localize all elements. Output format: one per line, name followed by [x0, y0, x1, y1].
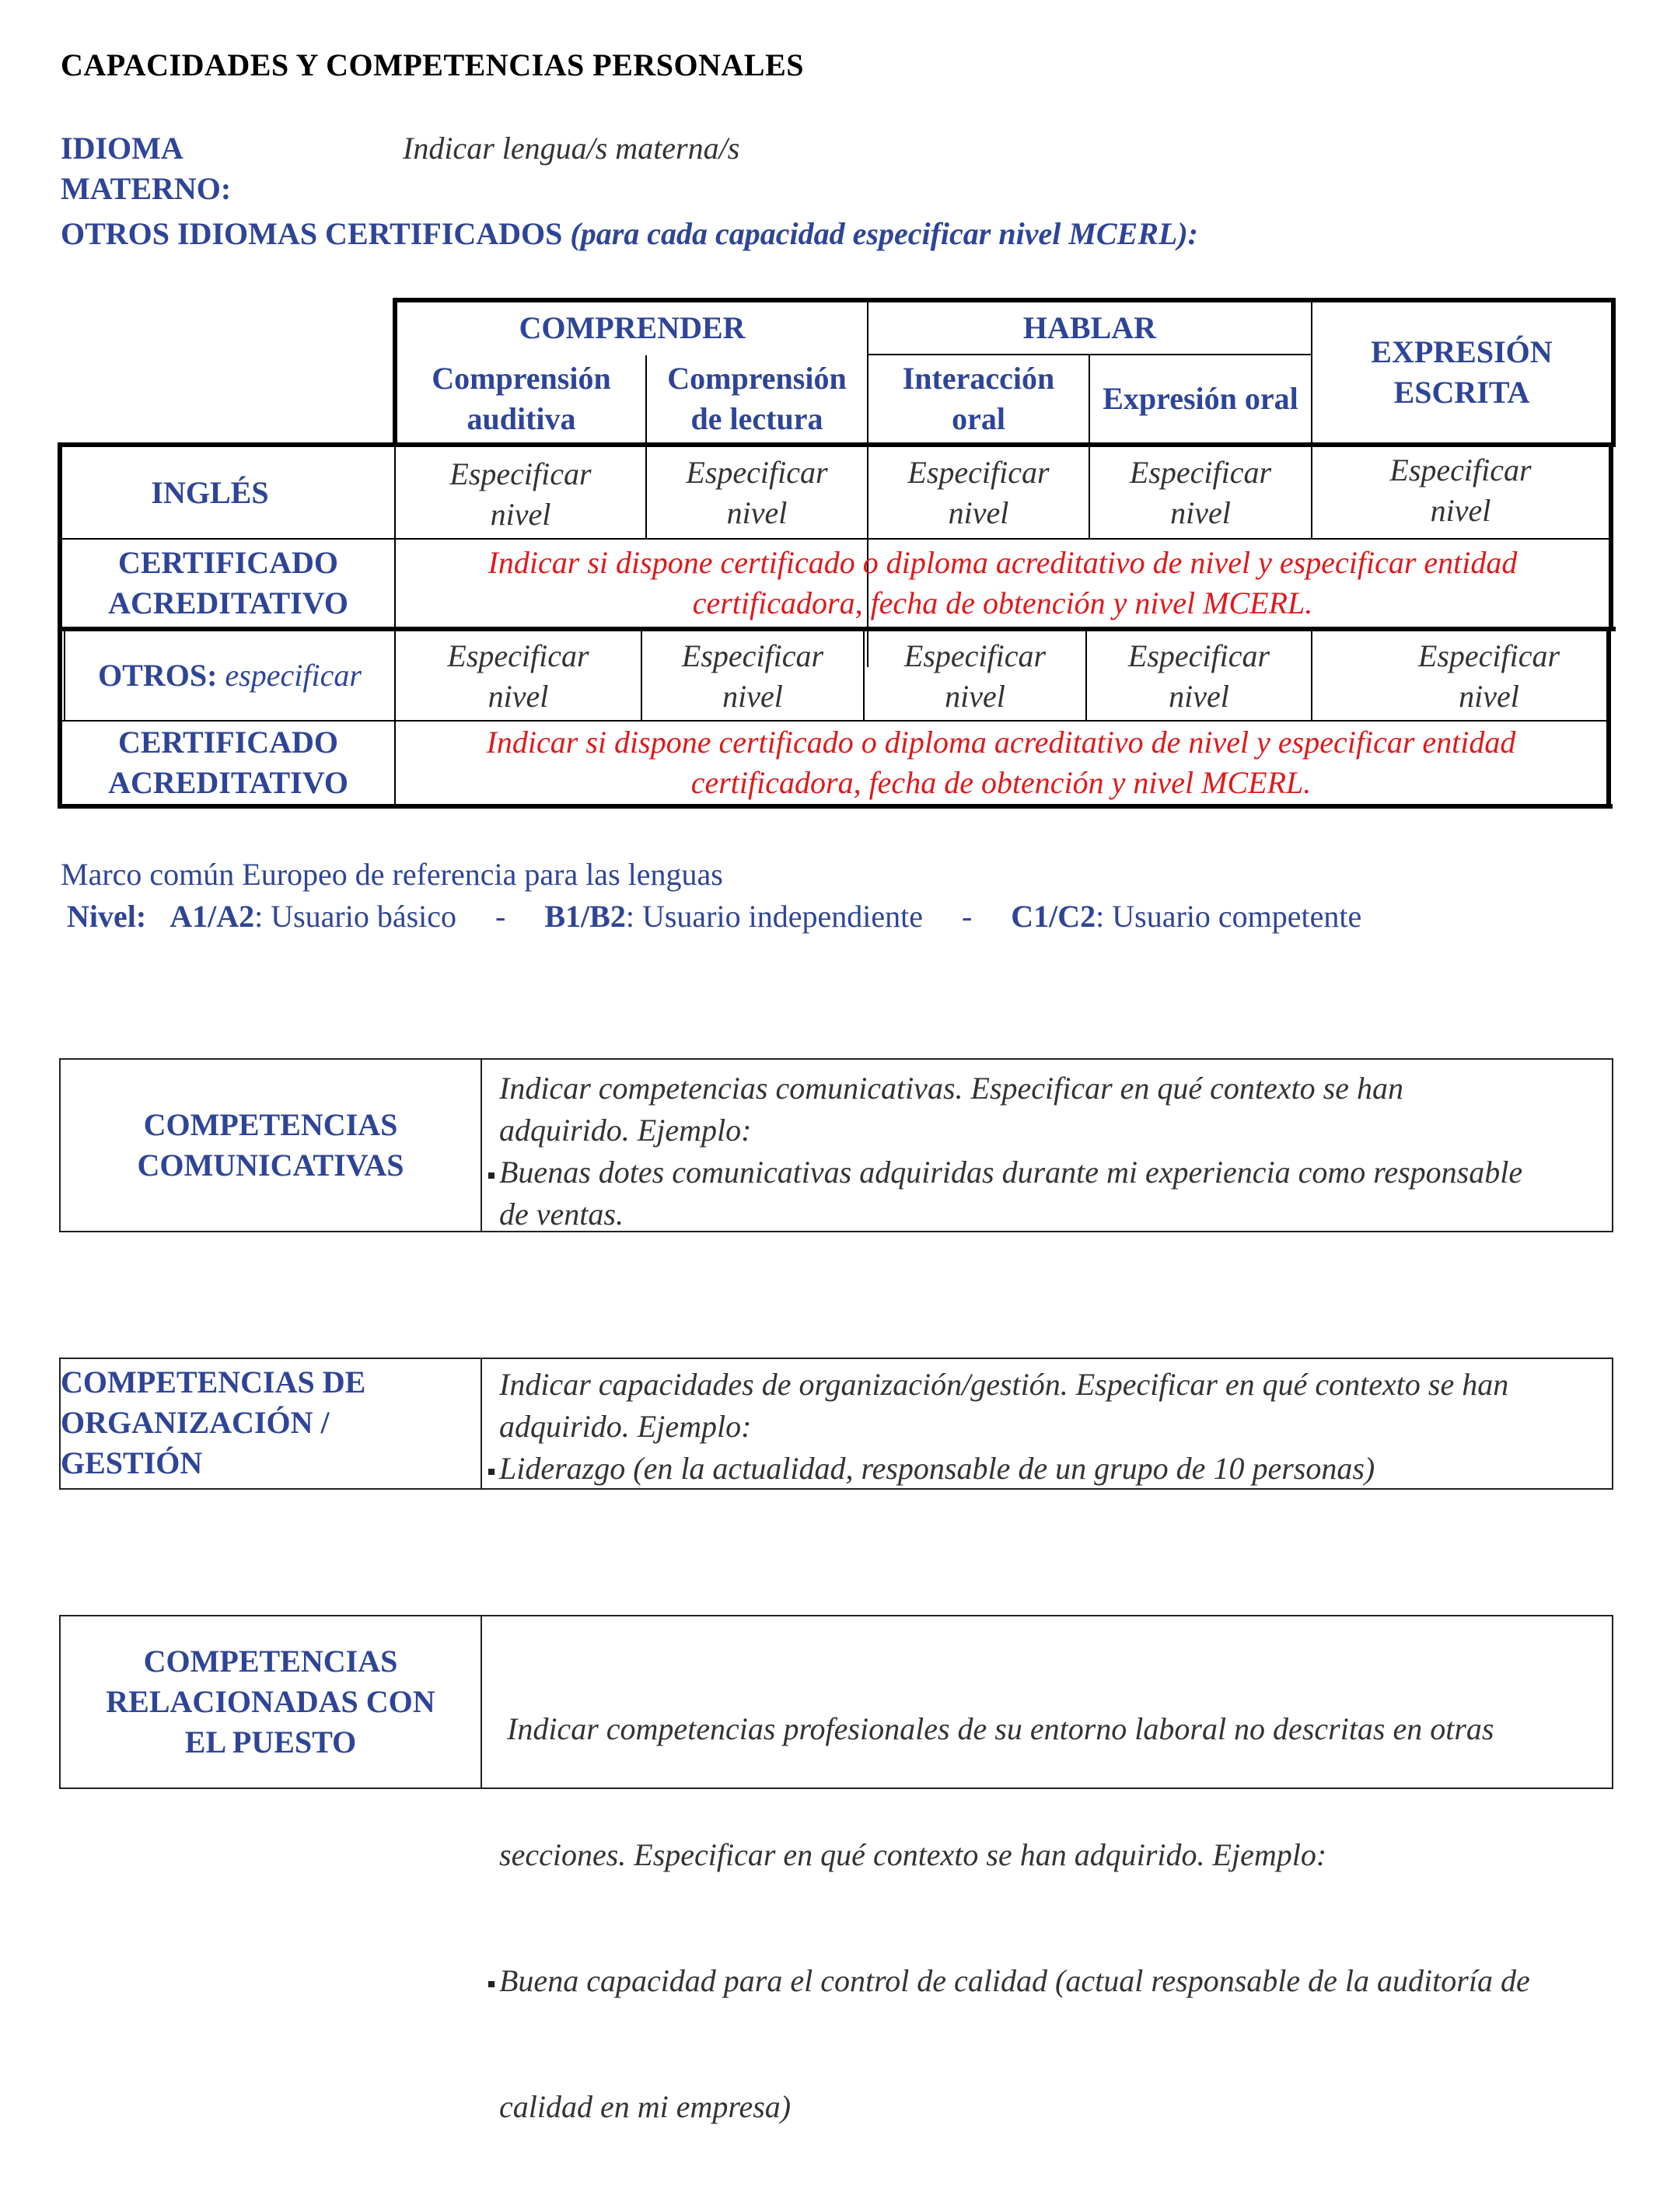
header-comp-auditiva-line2: auditiva: [467, 401, 576, 436]
bullet-icon: [488, 1172, 495, 1179]
cert-text-line1: Indicar si dispone certificado o diploma acreditativo de nivel y especificar entidad: [488, 545, 1518, 580]
otros-div-4: [1311, 631, 1312, 722]
certificado-text-1: [396, 540, 1609, 627]
mcerl-levels-line: [67, 896, 1361, 938]
separator: -: [495, 899, 506, 934]
level-line1: Especificar: [907, 455, 1050, 490]
level-c: C1/C2: [1011, 899, 1096, 934]
level-line2: nivel: [1170, 495, 1231, 530]
level-line2: nivel: [488, 679, 549, 714]
otros-level-interaccion: [865, 633, 1085, 720]
otros-value: especificar: [225, 658, 362, 693]
competency-label-line2: COMUNICATIVAS: [137, 1148, 404, 1183]
competencias-puesto-box: [59, 1615, 1613, 2124]
header-hablar: HABLAR: [1022, 310, 1157, 345]
header-comprension-auditiva: [397, 355, 645, 442]
row-certificado-label-1: [62, 540, 394, 627]
level-line2: nivel: [722, 679, 783, 714]
ingles-level-lectura: [647, 449, 867, 536]
cert-text-line1: Indicar si dispone certificado o diploma acreditativo de nivel y especificar entidad: [486, 725, 1516, 760]
level-line1: Especificar: [449, 456, 592, 491]
bullet-icon: [488, 1981, 495, 1987]
table-header-right-border: [1611, 298, 1616, 447]
ingles-level-expresion-oral: [1090, 449, 1311, 536]
competency-bullet-line2: de ventas.: [499, 1197, 624, 1232]
other-languages-label: OTROS IDIOMAS CERTIFICADOS: [61, 216, 563, 251]
header-comprension-lectura: [647, 355, 867, 442]
bullet-icon: [488, 1469, 495, 1475]
competency-bullet-line1: Buenas dotes comunicativas adquiridas durante mi experiencia como responsable: [499, 1155, 1523, 1190]
cert-text-line2: certificadora, fecha de obtención y nivel MCERL.: [690, 765, 1312, 800]
competency-label-line1: COMPETENCIAS: [143, 1107, 398, 1142]
cert-label-line1: CERTIFICADO: [117, 725, 339, 760]
level-line2: nivel: [490, 497, 551, 532]
header-comp-lectura-line2: de lectura: [690, 401, 823, 436]
page-title: CAPACIDADES Y COMPETENCIAS PERSONALES: [61, 47, 805, 82]
competency-bullet-line1: Liderazgo (en la actualidad, responsable de un grupo de 10 personas): [499, 1451, 1375, 1486]
competencias-organizacion-box: [59, 1358, 1613, 1490]
level-b: B1/B2: [544, 899, 626, 934]
row-ingles-label: INGLÉS: [151, 474, 269, 510]
level-a-desc: : Usuario básico: [254, 899, 457, 934]
header-expresion-oral: Expresión oral: [1103, 381, 1298, 416]
header-comp-lectura-line1: Comprensión: [667, 361, 847, 396]
row-otros-label: [65, 631, 394, 720]
body-bottom-border: [58, 804, 1613, 809]
competency-label: [61, 1060, 482, 1231]
nivel-label: Nivel:: [67, 899, 147, 934]
competencias-comunicativas-box: [59, 1058, 1613, 1232]
level-line2: nivel: [1169, 679, 1229, 714]
header-interaccion-line1: Interacción: [902, 361, 1055, 396]
other-languages-note: (para cada capacidad especificar nivel MCERL):: [570, 216, 1198, 251]
competency-label-line1: COMPETENCIAS: [143, 1644, 398, 1679]
level-line1: Especificar: [1417, 638, 1560, 673]
level-c-desc: : Usuario competente: [1096, 899, 1362, 934]
level-line2: nivel: [948, 495, 1009, 530]
competency-text-line1: Indicar capacidades de organización/gestión. Especificar en qué contexto se han: [499, 1367, 1509, 1402]
cert-text-line2: certificadora, fecha de obtención y nivel MCERL.: [692, 585, 1313, 620]
cert-label-line2: ACREDITATIVO: [108, 585, 348, 620]
competency-bullet: [499, 1151, 1609, 1193]
mother-tongue-value: Indicar lengua/s materna/s: [403, 131, 740, 166]
competency-text-line1: Indicar competencias comunicativas. Especificar en qué contexto se han: [499, 1071, 1403, 1106]
cert-label-line1: CERTIFICADO: [117, 545, 339, 580]
competency-label-line3: EL PUESTO: [184, 1725, 357, 1759]
competency-label: [61, 1359, 482, 1488]
level-line1: Especificar: [1127, 638, 1270, 673]
cert-label-line2: ACREDITATIVO: [108, 765, 348, 800]
other-languages-heading: [61, 214, 1198, 254]
header-expresion-escrita-line2: ESCRITA: [1393, 375, 1530, 410]
competency-text-line1: Indicar competencias profesionales de su entorno laboral no descritas en otras: [499, 1711, 1494, 1746]
level-line2: nivel: [726, 495, 788, 530]
competency-label-line3: GESTIÓN: [61, 1445, 203, 1480]
mcerl-reference-line: Marco común Europeo de referencia para las lenguas: [61, 857, 723, 892]
competency-bullet-line2: calidad en mi empresa): [499, 2089, 792, 2124]
level-a: A1/A2: [169, 899, 255, 934]
level-line2: nivel: [1459, 679, 1519, 714]
mother-tongue-label: [61, 128, 294, 209]
otros-label: OTROS:: [98, 658, 218, 693]
level-line1: Especificar: [1389, 453, 1532, 487]
competency-text-line2: secciones. Especificar en qué contexto se han adquirido. Ejemplo:: [499, 1837, 1327, 1872]
separator: -: [961, 899, 973, 934]
competency-text-line2: adquirido. Ejemplo:: [499, 1409, 752, 1444]
competency-bullet-line1: Buena capacidad para el control de calidad (actual responsable de la auditoría de: [499, 1963, 1530, 1998]
header-expresion-escrita: [1312, 302, 1611, 442]
ingles-level-auditiva: [396, 451, 645, 538]
otros-level-escrita: [1368, 633, 1609, 720]
mother-tongue-label-line2: MATERNO:: [61, 171, 232, 206]
mother-tongue-label-line1: IDIOMA: [61, 131, 183, 166]
certificado-text-2: [396, 722, 1606, 804]
level-line1: Especificar: [1129, 455, 1272, 490]
level-line1: Especificar: [681, 638, 824, 673]
header-comp-auditiva-line1: Comprensión: [432, 361, 611, 396]
header-interaccion-line2: oral: [952, 401, 1005, 436]
header-interaccion-oral: [868, 355, 1089, 442]
row-certificado-label-2: [62, 722, 394, 804]
competency-bullet: [499, 1960, 1609, 2002]
competency-description: [482, 1060, 1612, 1231]
competency-bullet: [499, 1448, 1609, 1490]
otros-level-lectura: [642, 633, 863, 720]
level-line2: nivel: [1430, 493, 1491, 528]
header-expresion-escrita-line1: EXPRESIÓN: [1371, 334, 1553, 369]
otros-level-auditiva: [396, 633, 641, 720]
level-line1: Especificar: [447, 638, 589, 673]
ingles-level-interaccion: [868, 449, 1089, 536]
level-b-desc: : Usuario independiente: [625, 899, 923, 934]
competency-label: [61, 1616, 482, 1787]
level-line1: Especificar: [686, 455, 828, 490]
ingles-level-escrita: [1312, 447, 1609, 534]
level-line1: Especificar: [903, 638, 1047, 673]
competency-label-line1: COMPETENCIAS DE: [61, 1365, 366, 1400]
competency-text-line2: adquirido. Ejemplo:: [499, 1113, 752, 1148]
otros-level-expresion-oral: [1087, 633, 1311, 720]
competency-description: [482, 1359, 1612, 1488]
header-comprender: COMPRENDER: [519, 310, 746, 345]
level-line2: nivel: [945, 679, 1005, 714]
competency-label-line2: ORGANIZACIÓN /: [61, 1405, 330, 1440]
competency-label-line2: RELACIONADAS CON: [106, 1684, 435, 1719]
competency-description: [482, 1616, 1612, 2124]
